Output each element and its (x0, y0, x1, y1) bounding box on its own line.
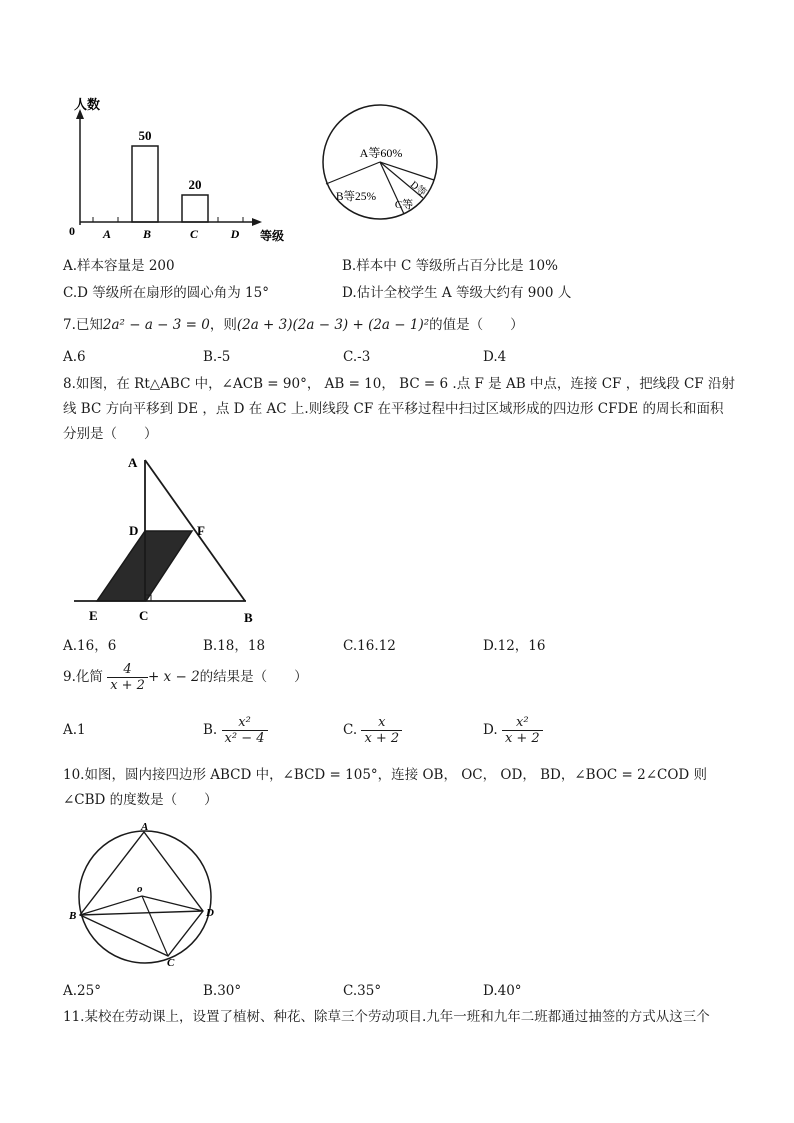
q8-line-2: 线 BC 方向平移到 DE ，点 D 在 AC 上.则线段 CF 在平移过程中扫过区域形成的四边形 CFDE 的周长和面积 (63, 401, 724, 417)
q9-option-c (343, 712, 402, 748)
x-tick-b: B (142, 227, 152, 241)
q7-stem (63, 316, 524, 334)
x-tick-c: C (189, 227, 199, 241)
q9-option-d-fraction (502, 715, 543, 746)
q9-option-c-num: x (378, 715, 386, 730)
q8-option-a: A.16，6 (63, 638, 117, 654)
q8-figure (70, 452, 270, 630)
x-axis-arrow (252, 218, 262, 226)
q9-option-b-num: x² (238, 715, 251, 730)
pie-divider-da (380, 162, 434, 180)
q10-option-d: D.40° (483, 983, 522, 999)
pie-label-a: A等60% (359, 146, 403, 160)
q7-equation: 2a² − a − 3 = 0 (102, 317, 210, 333)
q9-frac-den: x + 2 (107, 677, 148, 693)
q7-option-b: B.-5 (203, 349, 231, 365)
q7-stem-prefix: 7.已知 (63, 317, 103, 333)
label-b: B (69, 910, 77, 922)
q9-option-c-letter: C. (343, 722, 358, 738)
label-o: o (137, 883, 143, 895)
bar-b-label: 50 (138, 128, 152, 143)
pie-label-d: D等 (407, 179, 429, 199)
x-tick-d: D (230, 227, 240, 241)
q7-stem-suffix: 的值是（ ） (429, 317, 524, 333)
q6-option-d: D.估计全校学生 A 等级大约有 900 人 (342, 285, 572, 301)
q6-option-a: A.样本容量是 200 (63, 258, 175, 274)
origin-label: 0 (69, 224, 75, 238)
label-e: E (89, 608, 98, 623)
q9-option-b-fraction (222, 715, 268, 746)
q9-stem-prefix: 9.化简 (63, 669, 103, 685)
q7-stem-mid: ，则 (209, 317, 237, 333)
q9-option-c-fraction (361, 715, 402, 746)
q9-option-d-den: x + 2 (502, 730, 543, 746)
q8-line-3: 分别是（ ） (63, 426, 158, 442)
q9-option-d (483, 712, 543, 748)
q9-option-b (203, 712, 268, 748)
q7-option-d: D.4 (483, 349, 507, 365)
q6-option-b: B.样本中 C 等级所占百分比是 10% (342, 258, 558, 274)
label-d: D (129, 523, 139, 538)
q8-line-1: 8.如图，在 Rt△ABC 中，∠ACB = 90°， AB = 10， BC = 6 .点 F 是 AB 中点，连接 CF ，把线段 CF 沿射 (63, 376, 735, 392)
q9-option-d-num: x² (516, 715, 529, 730)
label-a: A (128, 455, 138, 470)
label-b: B (244, 610, 253, 625)
label-c: C (139, 608, 149, 623)
label-c: C (167, 957, 175, 968)
q9-stem-suffix: 的结果是（ ） (199, 669, 308, 685)
q9-stem-tail: + x − 2 (147, 669, 200, 685)
q7-option-c: C.-3 (343, 349, 371, 365)
x-tick-a: A (102, 227, 112, 241)
q9-frac-num: 4 (123, 662, 132, 677)
label-f: F (197, 523, 205, 538)
q9-fraction (107, 662, 148, 693)
q10-line-1: 10.如图，圆内接四边形 ABCD 中，∠BCD = 105°，连接 OB， OC， OD， BD，∠BOC = 2∠COD 则 (63, 767, 708, 783)
q7-expression: (2a + 3)(2a − 3) + (2a − 1)² (236, 317, 430, 333)
q9-option-a: A.1 (63, 722, 86, 738)
q6-option-c: C.D 等级所在扇形的圆心角为 15° (63, 285, 269, 301)
q9-option-c-den: x + 2 (361, 730, 402, 746)
q7-option-a: A.6 (63, 349, 86, 365)
q9-stem (63, 659, 308, 695)
x-axis-label: 等级 (260, 229, 285, 243)
label-d: D (206, 907, 214, 919)
bar-chart (60, 95, 300, 250)
y-axis-label: 人数 (74, 97, 101, 112)
q8-option-d: D.12，16 (483, 638, 546, 654)
q9-option-d-letter: D. (483, 722, 498, 738)
bar-b (132, 146, 158, 222)
pie-label-c: C等 (394, 199, 414, 211)
q8-option-c: C.16.12 (343, 638, 396, 654)
q10-option-a: A.25° (63, 983, 101, 999)
q11-line-1: 11.某校在劳动课上，设置了植树、种花、除草三个劳动项目.九年一班和九年二班都通过抽签的方式从这三个 (63, 1009, 710, 1025)
pie-chart (318, 100, 442, 224)
q8-option-b: B.18，18 (203, 638, 266, 654)
q9-option-b-letter: B. (203, 722, 218, 738)
q10-figure (60, 818, 230, 968)
q10-line-2: ∠CBD 的度数是（ ） (63, 792, 218, 808)
q10-option-b: B.30° (203, 983, 242, 999)
label-a: A (141, 821, 149, 833)
q10-option-c: C.35° (343, 983, 382, 999)
q9-option-b-den: x² − 4 (222, 730, 268, 746)
pie-label-b: B等25% (335, 191, 377, 203)
bar-c (182, 195, 208, 222)
bar-c-label: 20 (188, 177, 202, 192)
pie-divider-ab (326, 162, 380, 184)
